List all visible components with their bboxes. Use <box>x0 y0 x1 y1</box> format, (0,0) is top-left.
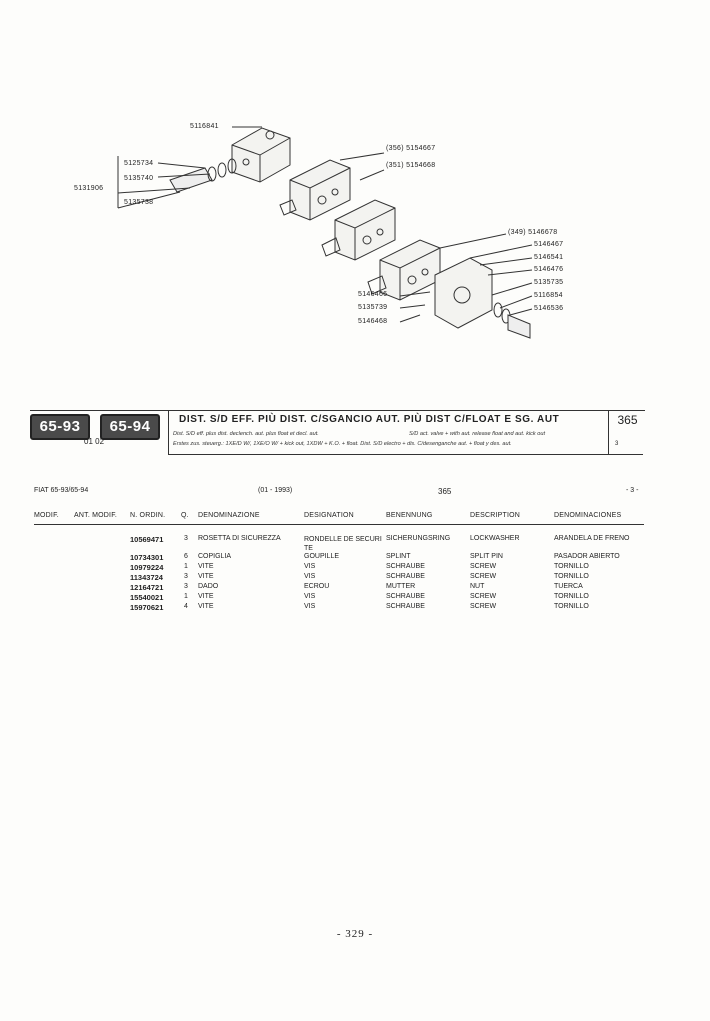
quantity: 1 <box>184 563 188 570</box>
name-es: TUERCA <box>554 583 583 590</box>
callout-label: 5135740 <box>124 175 154 182</box>
col-description: DESCRIPTION <box>470 512 521 519</box>
callout-label: (356) 5154667 <box>386 145 436 152</box>
part-number: 11343724 <box>130 573 163 582</box>
name-en: SCREW <box>470 603 497 610</box>
col-denominaciones: DENOMINACIONES <box>554 512 622 519</box>
callout-label: 5146467 <box>534 241 564 248</box>
model-badge: 65-93 <box>30 414 90 440</box>
name-es: TORNILLO <box>554 573 589 580</box>
quantity: 1 <box>184 593 188 600</box>
quantity: 3 <box>184 583 188 590</box>
name-fr: VIS <box>304 563 316 570</box>
name-de: SCHRAUBE <box>386 573 425 580</box>
name-en: NUT <box>470 583 485 590</box>
title-band <box>30 410 645 455</box>
sheet-number: - 3 - <box>626 487 639 494</box>
name-fr: ECROU <box>304 583 330 590</box>
name-it: VITE <box>198 593 214 600</box>
callout-label: 5146468 <box>358 318 388 325</box>
subtitle-de-es: Erstes zus. steuerg.: 1XE/D W/, 1XE/O W/ + kick out, 1XDW + K.O. + float. Dist. S/D electro + dis. C/desenganche aut. + float y des. aut. <box>173 441 512 447</box>
callout-label: 5116854 <box>534 292 563 299</box>
col-modif: MODIF. <box>34 512 59 519</box>
callout-label: 5135739 <box>358 304 388 311</box>
col-designation: DESIGNATION <box>304 512 354 519</box>
name-fr: VIS <box>304 603 316 610</box>
col-ant-modif: ANT. MODIF. <box>74 512 118 519</box>
subtitle-en: S/D act. valve + with aut. release float and aut. kick out <box>409 431 546 437</box>
name-de: SPLINT <box>386 553 411 560</box>
quantity: 3 <box>184 573 188 580</box>
part-number: 15540021 <box>130 593 164 602</box>
callout-label: 5116841 <box>190 123 219 130</box>
title-rule <box>168 454 643 455</box>
name-it: ROSETTA DI SICUREZZA <box>198 535 281 542</box>
edition-date: (01 - 1993) <box>258 487 293 494</box>
name-es: PASADOR ABIERTO <box>554 553 620 560</box>
subtitle-fr: Dist. S/D eff. plus dist. declench. aut. plus float et decl. aut. <box>173 431 319 437</box>
callout-label: (349) 5146678 <box>508 229 558 236</box>
name-es: TORNILLO <box>554 563 589 570</box>
header-rule <box>34 524 644 525</box>
page-ref: 365 <box>617 413 638 427</box>
sub-code: 01 02 <box>84 437 105 446</box>
col-q: Q. <box>181 512 189 519</box>
name-it: VITE <box>198 573 214 580</box>
callout-label: 5146541 <box>534 254 564 261</box>
table-number: 365 <box>438 487 452 496</box>
col-denominazione: DENOMINAZIONE <box>198 512 260 519</box>
callout-label: 5146536 <box>534 305 564 312</box>
part-number: 15970621 <box>130 603 164 612</box>
page-number: - 329 - <box>336 928 374 940</box>
name-en: SCREW <box>470 563 497 570</box>
callout-label: 5125734 <box>124 160 154 167</box>
callout-label: 5146466 <box>358 291 388 298</box>
name-de: SCHRAUBE <box>386 593 425 600</box>
callout-label: 5135735 <box>534 279 564 286</box>
page-ref-sub: 3 <box>615 441 619 447</box>
model-badge: 65-94 <box>100 414 160 440</box>
name-en: LOCKWASHER <box>470 535 520 542</box>
part-number: 10569471 <box>130 535 164 544</box>
name-fr: VIS <box>304 573 316 580</box>
name-en: SCREW <box>470 573 497 580</box>
part-number: 10734301 <box>130 553 164 562</box>
callout-label: 5146476 <box>534 266 564 273</box>
page-title: DIST. S/D EFF. PIÙ DIST. C/SGANCIO AUT. PIÙ DIST C/FLOAT E SG. AUT <box>179 414 560 425</box>
quantity: 4 <box>184 603 188 610</box>
exploded-view-diagram <box>0 110 710 410</box>
name-de: SCHRAUBE <box>386 563 425 570</box>
callout-label: 5135738 <box>124 199 154 206</box>
valve-assembly-drawing <box>0 110 710 410</box>
name-fr: RONDELLE DE SECURI TE <box>304 536 382 552</box>
name-fr: GOUPILLE <box>304 553 340 560</box>
name-it: COPIGLIA <box>198 553 232 560</box>
model-name: FIAT 65-93/65-94 <box>34 487 89 494</box>
callout-label: (351) 5154668 <box>386 162 436 169</box>
name-de: SICHERUNGSRING <box>386 535 451 542</box>
col-n-ordin: N. ORDIN. <box>130 512 166 519</box>
col-benennung: BENENNUNG <box>386 512 433 519</box>
name-de: SCHRAUBE <box>386 603 425 610</box>
name-es: TORNILLO <box>554 603 589 610</box>
title-box <box>168 410 609 454</box>
quantity: 3 <box>184 535 188 542</box>
page-ref-box <box>608 410 646 454</box>
name-de: MUTTER <box>386 583 416 590</box>
name-es: TORNILLO <box>554 593 589 600</box>
name-it: DADO <box>198 583 219 590</box>
name-es: ARANDELA DE FRENO <box>554 535 630 542</box>
part-number: 12164721 <box>130 583 164 592</box>
callout-label: 5131906 <box>74 185 104 192</box>
name-it: VITE <box>198 603 214 610</box>
quantity: 6 <box>184 553 188 560</box>
name-en: SCREW <box>470 593 497 600</box>
name-en: SPLIT PIN <box>470 553 503 560</box>
name-fr: VIS <box>304 593 316 600</box>
name-it: VITE <box>198 563 214 570</box>
part-number: 10979224 <box>130 563 164 572</box>
